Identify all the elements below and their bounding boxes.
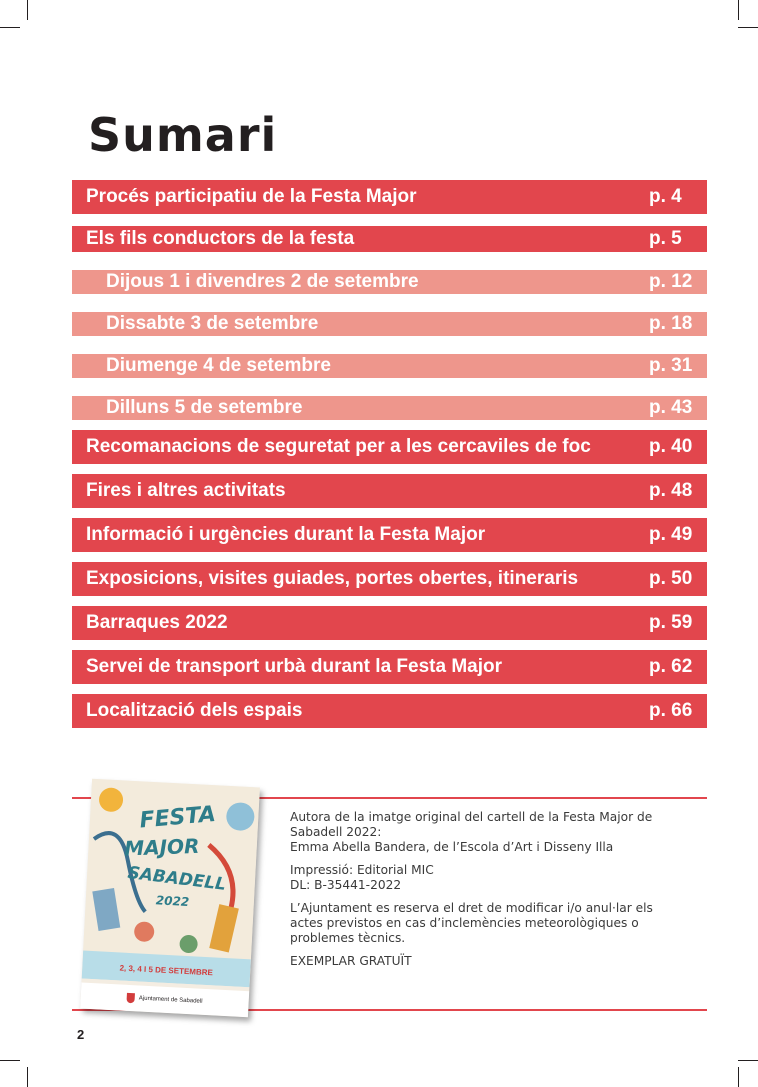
poster-dates: 2, 3, 4 I 5 DE SETEMBRE: [119, 963, 214, 978]
toc-page: p. 31: [649, 355, 693, 376]
table-of-contents: [72, 180, 707, 738]
toc-page: p. 43: [649, 397, 693, 418]
author-credit: Autora de la imatge original del cartell de la Festa Major de Sabadell 2022: Emma Abella Bandera, de l’Escola d’Art i Disseny Illa: [290, 810, 653, 854]
crop-mark: [0, 1060, 20, 1061]
crop-mark: [27, 1067, 28, 1087]
toc-page: p. 66: [649, 700, 693, 721]
city-crest-icon: [127, 993, 136, 1003]
toc-label: Dilluns 5 de setembre: [106, 397, 303, 418]
toc-row[interactable]: [72, 606, 707, 640]
toc-label: Barraques 2022: [86, 612, 228, 633]
toc-label: Fires i altres activitats: [86, 480, 286, 501]
poster-illustration: [82, 779, 260, 988]
toc-page: p. 59: [649, 612, 693, 633]
toc-row[interactable]: [72, 694, 707, 728]
toc-label: Exposicions, visites guiades, portes obertes, itineraris: [86, 568, 579, 589]
poster-title-line3: SABADELL: [126, 863, 228, 895]
toc-label: Diumenge 4 de setembre: [106, 355, 331, 376]
toc-page: p. 12: [649, 271, 693, 292]
crop-mark: [738, 1067, 739, 1087]
poster-title-line1: FESTA: [138, 801, 217, 834]
poster-title-line2: MAJOR: [123, 833, 200, 861]
toc-label: Dissabte 3 de setembre: [106, 313, 319, 334]
print-credit: Impressió: Editorial MIC DL: B-35441-2022: [290, 863, 434, 892]
toc-row[interactable]: [72, 562, 707, 596]
poster-footer-logo: Ajuntament de Sabadell: [138, 995, 203, 1005]
toc-row[interactable]: [72, 180, 707, 214]
credits-block: [290, 810, 700, 977]
crop-mark: [738, 1060, 758, 1061]
toc-label: Procés participatiu de la Festa Major: [86, 186, 417, 207]
poster-footer: [80, 982, 249, 1017]
toc-label: Els fils conductors de la festa: [86, 228, 355, 249]
toc-page: p. 40: [649, 436, 693, 457]
page-number: 2: [77, 1027, 85, 1042]
toc-page: p. 18: [649, 313, 693, 334]
toc-label: Servei de transport urbà durant la Festa Major: [86, 656, 502, 677]
toc-subrow[interactable]: [72, 270, 707, 294]
toc-page: p. 48: [649, 480, 693, 501]
free-copy-label: EXEMPLAR GRATUÏT: [290, 954, 412, 968]
crop-mark: [738, 27, 758, 28]
toc-page: p. 50: [649, 568, 693, 589]
toc-row[interactable]: [72, 430, 707, 464]
toc-subrow[interactable]: [72, 354, 707, 378]
toc-row[interactable]: [72, 226, 707, 252]
crop-mark: [738, 0, 739, 20]
toc-page: p. 49: [649, 524, 693, 545]
festival-poster-thumbnail: [80, 779, 260, 1017]
poster-year: 2022: [155, 893, 190, 910]
notice: L’Ajuntament es reserva el dret de modificar i/o anul·lar els actes previstos en cas d’inclemències meteorològiques o problemes tècnics.: [290, 901, 653, 945]
toc-label: Recomanacions de seguretat per a les cercaviles de foc: [86, 436, 591, 457]
toc-label: Informació i urgències durant la Festa Major: [86, 524, 486, 545]
toc-page: p. 4: [649, 186, 682, 207]
page-title: Sumari: [88, 108, 278, 162]
toc-label: Localització dels espais: [86, 700, 303, 721]
toc-page: p. 5: [649, 228, 682, 249]
crop-mark: [0, 27, 20, 28]
toc-label: Dijous 1 i divendres 2 de setembre: [106, 271, 419, 292]
toc-row[interactable]: [72, 518, 707, 552]
toc-row[interactable]: [72, 650, 707, 684]
toc-subrow[interactable]: [72, 312, 707, 336]
toc-row[interactable]: [72, 474, 707, 508]
toc-subrow[interactable]: [72, 396, 707, 420]
toc-page: p. 62: [649, 656, 693, 677]
crop-mark: [27, 0, 28, 20]
